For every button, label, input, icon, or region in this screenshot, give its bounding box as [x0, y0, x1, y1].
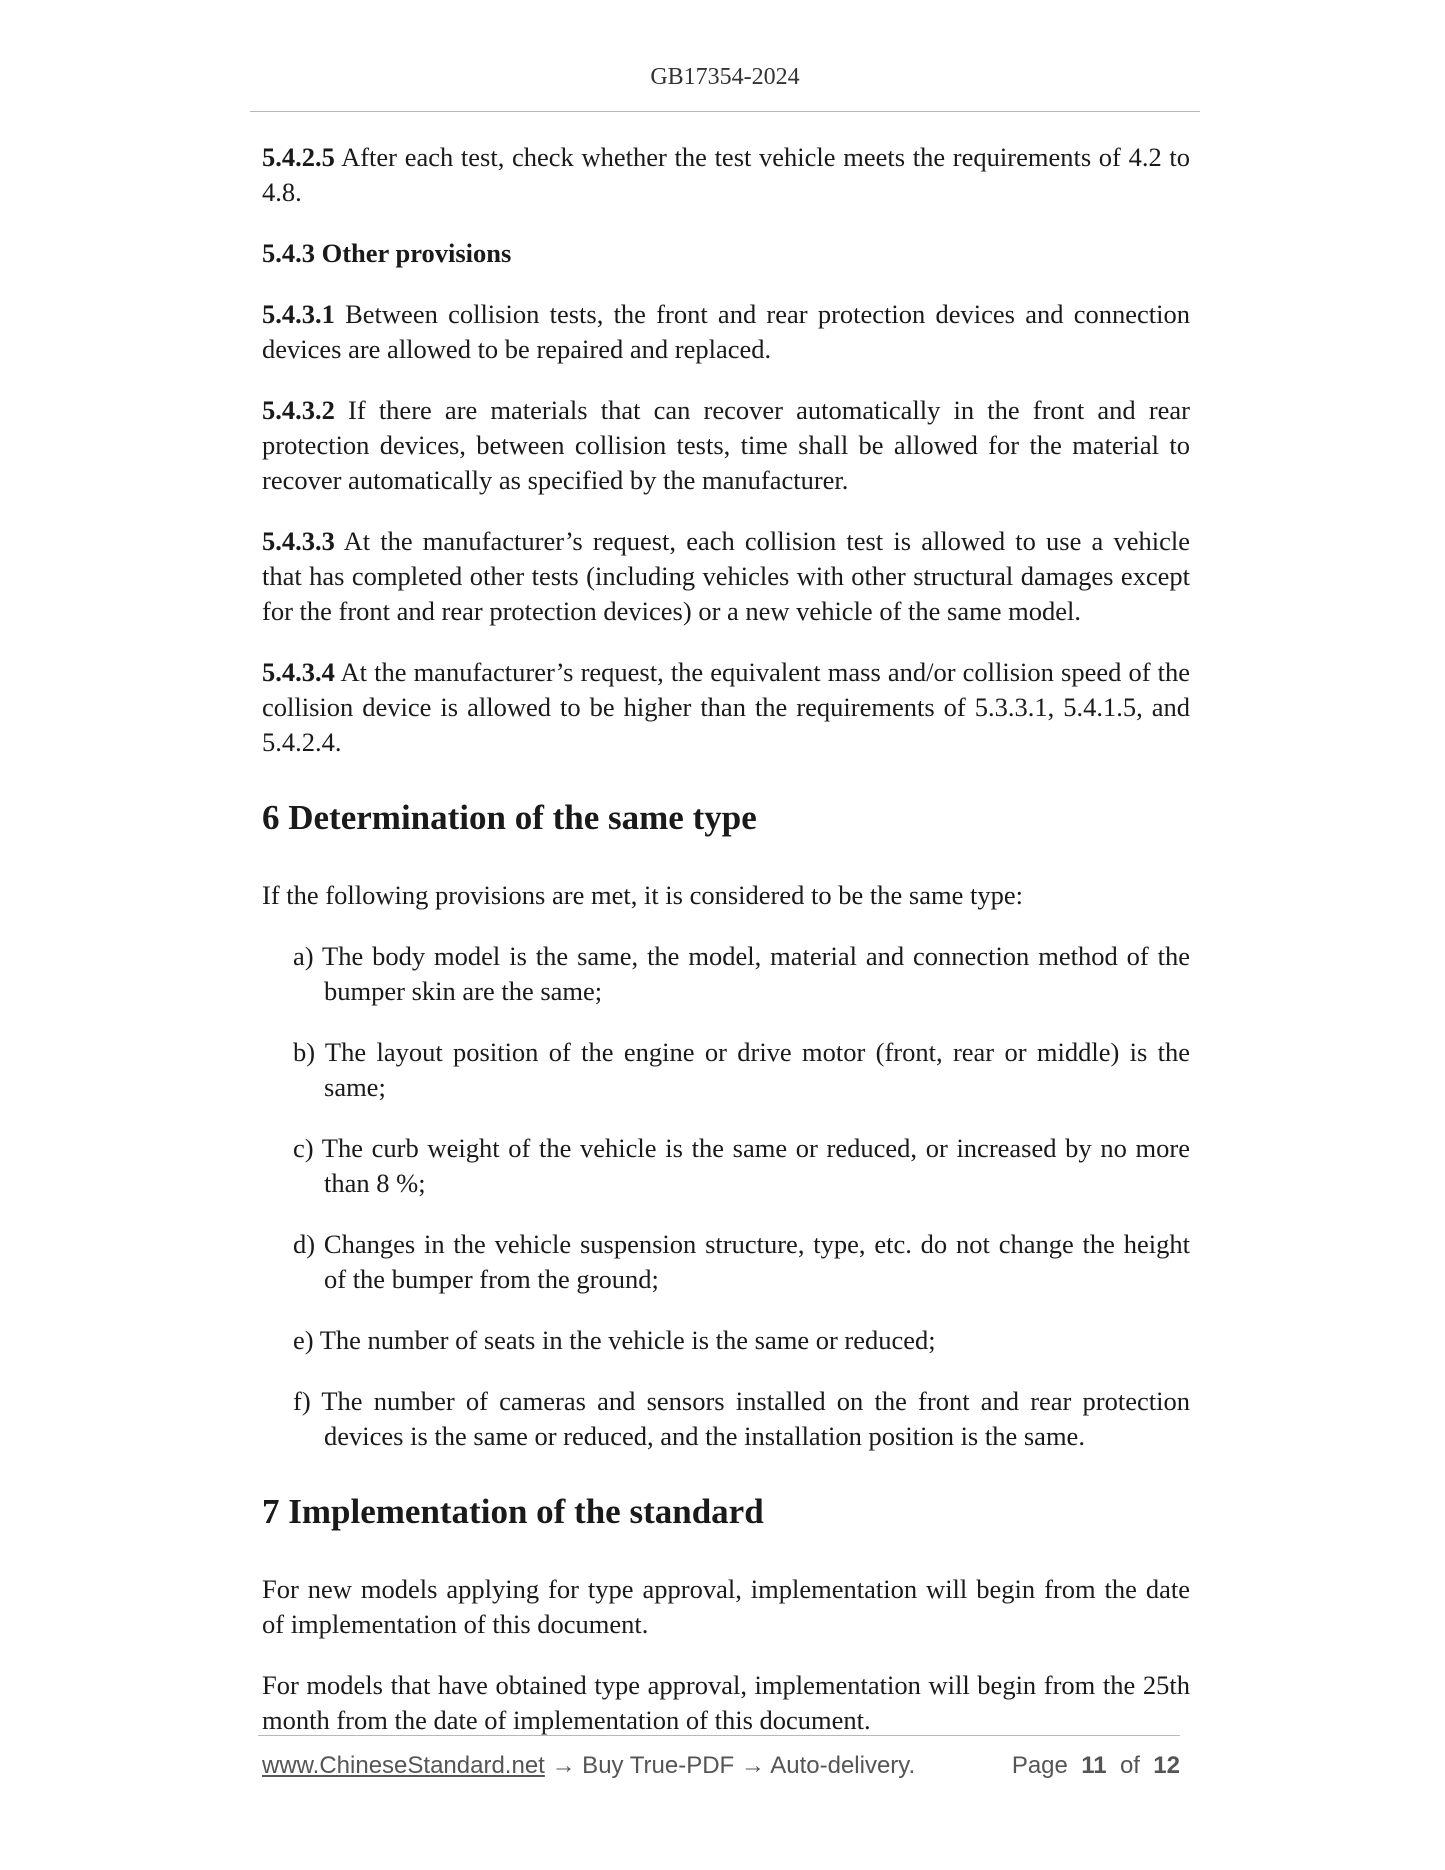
section-6-intro: If the following provisions are met, it is considered to be the same type:	[262, 880, 1023, 910]
total-pages: 12	[1153, 1752, 1180, 1779]
clause-5-4-3-4	[262, 655, 1190, 760]
footer-promo	[262, 1752, 915, 1780]
clause-text: After each test, check whether the test vehicle meets the requirements of 4.2 to 4.8.	[262, 142, 1190, 207]
page-content	[262, 140, 1190, 1764]
list-item: c) The curb weight of the vehicle is the same or reduced, or increased by no more than 8 %;	[293, 1133, 1190, 1198]
page-number	[1012, 1752, 1180, 1780]
list-item: f) The number of cameras and sensors installed on the front and rear protection devices is the same or reduced, and the installation position is the same.	[293, 1386, 1190, 1451]
clause-text: At the manufacturer’s request, the equivalent mass and/or collision speed of the collision device is allowed to be higher than the requirements of 5.3.3.1, 5.4.1.5, and 5.4.2.4.	[262, 657, 1190, 757]
clause-text: If there are materials that can recover automatically in the front and rear protection devices, between collision tests, time shall be allowed for the material to recover automatically as specified by the manufacturer.	[262, 395, 1190, 495]
clause-5-4-3-heading: 5.4.3 Other provisions	[262, 238, 512, 268]
of-label: of	[1119, 1752, 1140, 1779]
clause-number: 5.4.3.3	[262, 526, 335, 556]
footer-divider	[258, 1735, 1180, 1736]
clause-5-4-3-3	[262, 524, 1190, 629]
section-7-heading: 7 Implementation of the standard	[262, 1492, 764, 1531]
clause-number: 5.4.3.4	[262, 657, 335, 687]
clause-text: Between collision tests, the front and rear protection devices and connection devices are allowed to be repaired and replaced.	[262, 299, 1190, 364]
clause-text: At the manufacturer’s request, each collision test is allowed to use a vehicle that has completed other tests (including vehicles with other structural damages except for the front and rear protection devices) or a new vehicle of the same model.	[262, 526, 1190, 626]
section-7-para-new-models: For new models applying for type approval, implementation will begin from the date of implementation of this document.	[262, 1574, 1190, 1639]
website-link[interactable]: www.ChineseStandard.net	[262, 1752, 545, 1779]
clause-number: 5.4.3.1	[262, 299, 335, 329]
clause-5-4-3-1	[262, 297, 1190, 367]
clause-number: 5.4.3.2	[262, 395, 335, 425]
current-page: 11	[1081, 1752, 1107, 1779]
same-type-criteria-list	[293, 939, 1190, 1454]
footer-promo-text: → Buy True-PDF → Auto-delivery.	[544, 1752, 916, 1779]
clause-5-4-3-2	[262, 393, 1190, 498]
section-6-heading: 6 Determination of the same type	[262, 798, 757, 837]
section-7-para-approved-models: For models that have obtained type approval, implementation will begin from the 25th month from the date of implementation of this document.	[262, 1670, 1190, 1735]
clause-5-4-2-5	[262, 140, 1190, 210]
list-item: a) The body model is the same, the model, material and connection method of the bumper skin are the same;	[293, 941, 1190, 1006]
list-item: b) The layout position of the engine or drive motor (front, rear or middle) is the same;	[293, 1037, 1190, 1102]
header-divider	[250, 111, 1200, 112]
page-header: GB17354-2024	[650, 64, 800, 90]
clause-number: 5.4.2.5	[262, 142, 335, 172]
list-item: e) The number of seats in the vehicle is the same or reduced;	[293, 1325, 936, 1355]
list-item: d) Changes in the vehicle suspension structure, type, etc. do not change the height of the bumper from the ground;	[293, 1229, 1190, 1294]
page-label: Page	[1011, 1752, 1068, 1779]
